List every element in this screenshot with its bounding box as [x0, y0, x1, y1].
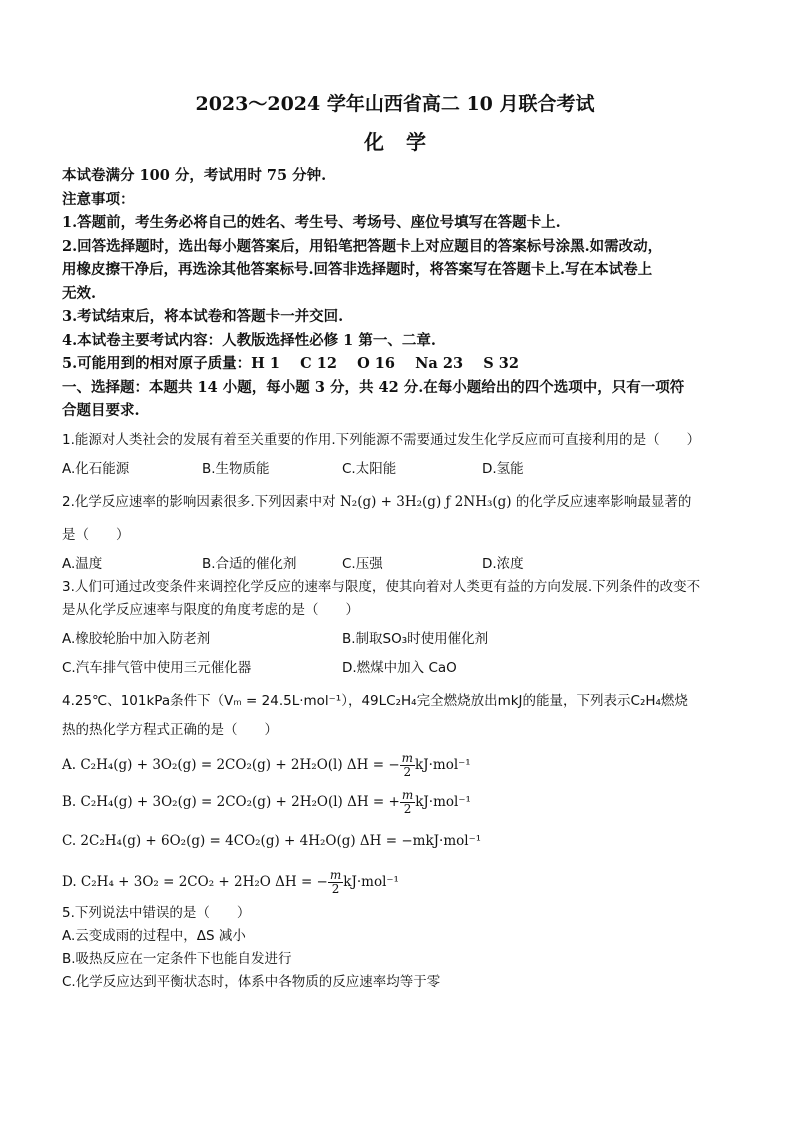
q2-option-c: C.压强 [342, 555, 383, 572]
exam-title: 2023～2024 学年山西省高二 10 月联合考试 [195, 93, 595, 115]
exam-page [62, 92, 728, 994]
q1-option-a: A.化石能源 [62, 460, 130, 477]
q4-option-d-equation: D. C₂H₄ + 3O₂ = 2CO₂ + 2H₂O ΔH = − [62, 873, 328, 890]
q2-option-d: D.浓度 [482, 555, 524, 572]
notice-label: 注意事项： [62, 190, 135, 208]
q4-option-a-equation: A. C₂H₄(g) + 3O₂(g) = 2CO₂(g) + 2H₂O(l) ΔH = − [62, 756, 400, 773]
question-1-options [62, 458, 728, 481]
notice-item-2-line2: 用橡皮擦干净后，再选涂其他答案标号.回答非选择题时，将答案写在答题卡上.写在本试卷上 [62, 261, 653, 278]
q5-option-c: C.化学反应达到平衡状态时，体系中各物质的反应速率均等于零 [62, 973, 441, 990]
notice-item-4: 4.本试卷主要考试内容：人教版选择性必修 1 第一、二章. [62, 331, 436, 349]
notice-item-5: 5.可能用到的相对原子质量：H 1 C 12 O 16 Na 23 S 32 [62, 355, 519, 372]
question-3-stem-cont: 是从化学反应速率与限度的角度考虑的是（ ） [62, 601, 359, 618]
notice-item-2-line1: 2.回答选择题时，选出每小题答案后，用铅笔把答题卡上对应题目的答案标号涂黑.如需改动， [62, 237, 663, 255]
q3-option-a: A.橡胶轮胎中加入防老剂 [62, 630, 211, 647]
question-2-options [62, 553, 728, 576]
question-2-stem-cont: 是（ ） [62, 526, 130, 543]
q4-option-b-unit: kJ·mol⁻¹ [415, 793, 471, 810]
q2-option-b: B.合适的催化剂 [202, 555, 297, 572]
question-4-stem: 4.25℃、101kPa条件下（Vₘ = 24.5L·mol⁻¹），49LC₂H₄完全燃烧放出mkJ的能量，下列表示C₂H₄燃烧 [62, 692, 688, 709]
q4-option-d-fraction: $\frac{m}{2}$ [329, 867, 342, 896]
q1-option-d: D.氢能 [482, 460, 524, 477]
question-3-options-row1 [62, 628, 728, 651]
q4-option-d [62, 869, 728, 896]
q5-option-a: A.云变成雨的过程中，ΔS 减小 [62, 927, 246, 944]
q2-equation: N₂(g) + 3H₂(g) ƒ 2NH₃(g) [339, 493, 512, 510]
q4-option-d-unit: kJ·mol⁻¹ [343, 873, 399, 890]
question-3-stem: 3.人们可通过改变条件来调控化学反应的速率与限度，使其向着对人类更有益的方向发展.下列条件的改变不 [62, 578, 701, 595]
q1-option-b: B.生物质能 [202, 460, 270, 477]
q2-stem-pre: 2.化学反应速率的影响因素很多.下列因素中对 [62, 493, 336, 510]
q3-option-b: B.制取SO₃时使用催化剂 [342, 630, 489, 647]
question-3-options-row2 [62, 657, 728, 680]
section-1-heading: 一、选择题：本题共 14 小题，每小题 3 分，共 42 分.在每小题给出的四个选项中，只有一项符 [62, 378, 685, 396]
section-1-heading-cont: 合题目要求. [62, 402, 140, 419]
notice-item-2-line3: 无效. [62, 284, 97, 302]
question-1-stem: 1.能源对人类社会的发展有着至关重要的作用.下列能源不需要通过发生化学反应而可直接利用的是（ ） [62, 431, 701, 448]
q4-option-a-unit: kJ·mol⁻¹ [415, 756, 471, 773]
q4-option-b [62, 789, 728, 816]
question-4-stem-cont: 热的热化学方程式正确的是（ ） [62, 721, 278, 738]
q4-option-b-equation: B. C₂H₄(g) + 3O₂(g) = 2CO₂(g) + 2H₂O(l) ΔH = + [62, 793, 400, 810]
q2-option-a: A.温度 [62, 555, 103, 572]
notice-item-1: 1.答题前，考生务必将自己的姓名、考生号、考场号、座位号填写在答题卡上. [62, 214, 561, 231]
q4-option-a [62, 752, 728, 779]
q1-option-c: C.太阳能 [342, 460, 397, 477]
question-5-stem: 5.下列说法中错误的是（ ） [62, 904, 251, 921]
q3-option-d: D.燃煤中加入 CaO [342, 659, 457, 676]
q3-option-c: C.汽车排气管中使用三元催化器 [62, 659, 252, 676]
notice-item-3: 3.考试结束后，将本试卷和答题卡一并交回. [62, 308, 344, 325]
exam-subject: 化学 [364, 130, 448, 154]
q4-option-a-fraction: $\frac{m}{2}$ [401, 750, 414, 779]
q2-stem-post: 的化学反应速率影响最显著的 [515, 493, 692, 510]
score-info: 本试卷满分 100 分，考试用时 75 分钟. [62, 167, 327, 184]
q5-option-b: B.吸热反应在一定条件下也能自发进行 [62, 950, 292, 967]
q4-option-b-fraction: $\frac{m}{2}$ [401, 787, 414, 816]
q4-option-c: C. 2C₂H₄(g) + 6O₂(g) = 4CO₂(g) + 4H₂O(g) ΔH = −mkJ·mol⁻¹ [62, 832, 482, 849]
question-2-stem [62, 491, 728, 514]
